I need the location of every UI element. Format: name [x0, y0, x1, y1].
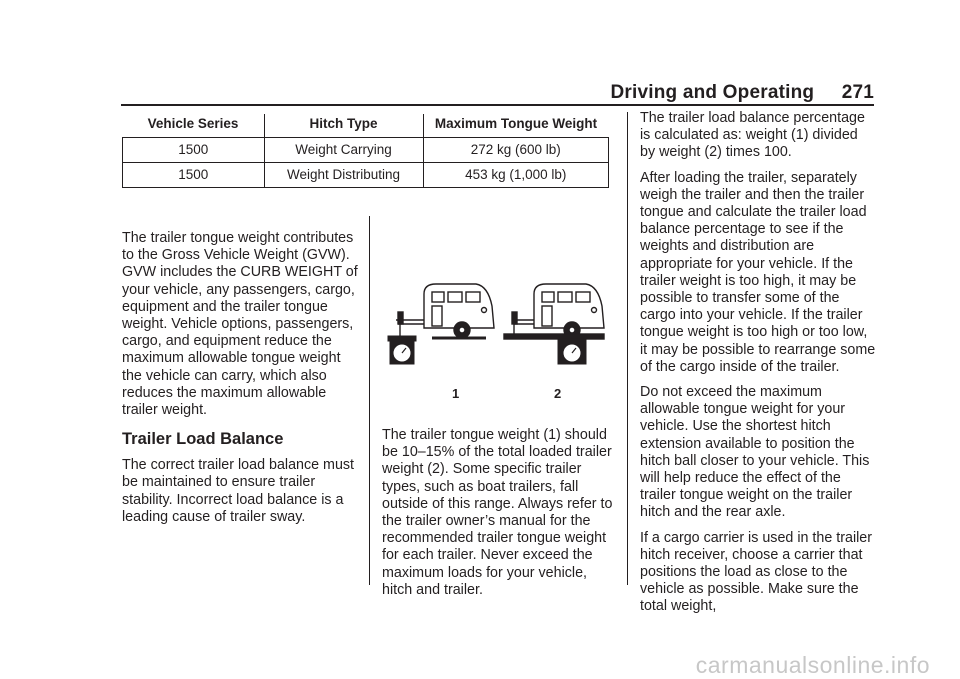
table-cell: 453 kg (1,000 lb) [423, 163, 609, 188]
page-header [0, 82, 874, 104]
page-number: 271 [841, 82, 874, 103]
watermark: carmanualsonline.info [695, 652, 930, 678]
column-right [640, 110, 876, 624]
column-divider [369, 216, 370, 585]
callout-1: 1 [452, 386, 460, 401]
trailer-left-icon [396, 284, 494, 338]
column-divider [627, 112, 628, 585]
table-header-row [123, 114, 609, 138]
table-cell: 272 kg (600 lb) [423, 138, 609, 163]
column-left [122, 230, 360, 534]
body-paragraph: The trailer load balance percentage is calculated as: weight (1) divided by weight (2) times 100. [640, 110, 865, 161]
body-paragraph: Do not exceed the maximum allowable tongue weight for your vehicle. Use the shortest hitch extension available to position the hitch ball closer to your vehicle. This will help reduce the effect of the trailer tongue weight on the trailer hitch and the rear axle. [640, 384, 870, 521]
trailer-right-icon [504, 284, 604, 339]
callout-2: 2 [554, 386, 562, 401]
trailer-weighing-illustration [384, 276, 609, 406]
table-cell: 1500 [123, 163, 265, 188]
scale-icon [558, 340, 586, 364]
body-paragraph: The trailer tongue weight (1) should be 10–15% of the total loaded trailer weight (2). Some specific trailer types, such as boat trailers, fall outside of this range. Always refer to the trailer owner’s manual for the recommended trailer tongue weight for each trailer. Never exceed the maximum loads for your vehicle, hitch and trailer. [382, 427, 613, 598]
body-paragraph: If a cargo carrier is used in the trailer hitch receiver, choose a carrier that positions the load as close to the vehicle as possible. Make sure the total weight, [640, 529, 873, 615]
table-row [123, 138, 609, 163]
intro-paragraph: The trailer tongue weight contributes to the Gross Vehicle Weight (GVW). GVW includes the CURB WEIGHT of your vehicle, any passengers, cargo, equipment and the trailer tongue weight. Vehicle options, passengers, cargo, and equipment reduce the maximum allowable tongue weight the vehicle can carry, which also reduces the maximum allowable trailer weight. [122, 230, 358, 419]
column-header: Maximum Tongue Weight [423, 114, 609, 138]
column-header: Vehicle Series [123, 114, 265, 138]
header-rule [121, 104, 874, 106]
section-title: Driving and Operating [610, 82, 815, 103]
column-header: Hitch Type [264, 114, 423, 138]
column-middle [382, 427, 618, 607]
trailer-balance-figure [384, 276, 609, 406]
body-paragraph: The correct trailer load balance must be maintained to ensure trailer stability. Incorrect load balance is a leading cause of trailer sway. [122, 457, 355, 525]
table-cell: Weight Carrying [264, 138, 423, 163]
table-cell: Weight Distributing [264, 163, 423, 188]
body-paragraph: After loading the trailer, separately weigh the trailer and then the trailer tongue and calculate the trailer load balance percentage to see if the weights and distribution are appropriate for your vehicle. If the trailer weight is too high, it may be possible to transfer some of the cargo into your vehicle. If the trailer tongue weight is too high or too low, it may be possible to rearrange some of the cargo inside of the trailer. [640, 169, 876, 375]
table-row [123, 163, 609, 188]
section-heading: Trailer Load Balance [122, 430, 284, 449]
scale-icon [388, 336, 416, 364]
table-cell: 1500 [123, 138, 265, 163]
tongue-weight-table [122, 114, 609, 188]
